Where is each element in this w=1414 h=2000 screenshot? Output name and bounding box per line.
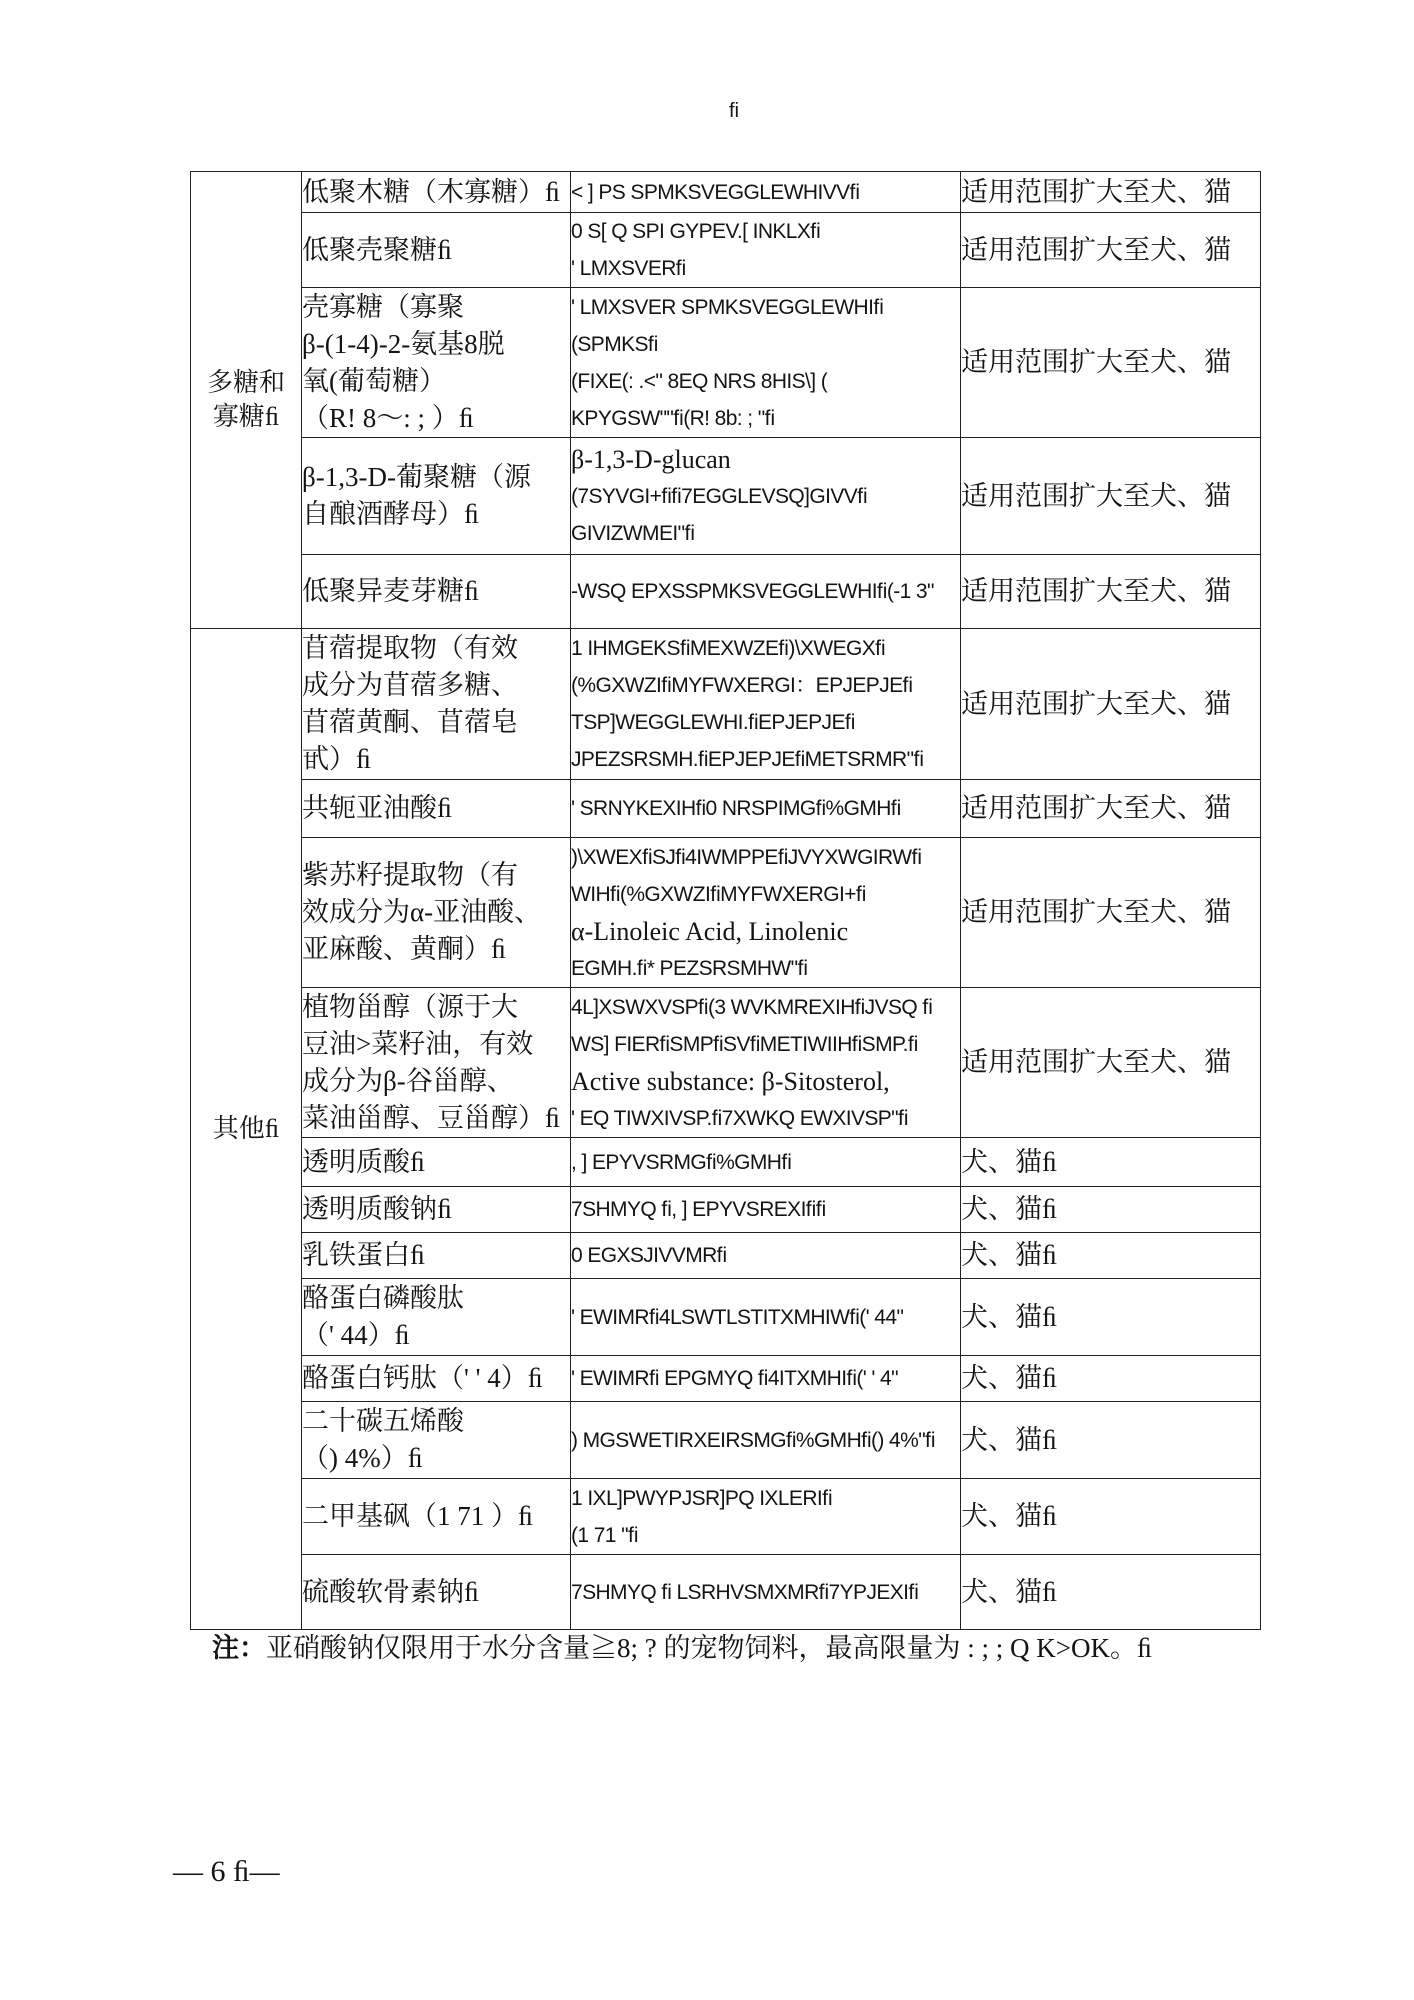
scope-cell: 适用范围扩大至犬、猫 — [961, 838, 1261, 988]
table-row — [191, 1356, 1261, 1402]
additive-name-line: 乳铁蛋白ﬁ — [302, 1240, 426, 1270]
english-name-line: (1 71 "ﬁ — [571, 1523, 638, 1547]
scope-cell: 适用范围扩大至犬、猫 — [961, 988, 1261, 1138]
additive-name-cell — [302, 1479, 571, 1555]
english-name-line: 7SHMYQ ﬁ LSRHVSMXMRﬁ7YPJEXIﬁ — [571, 1580, 919, 1604]
additive-name-cell — [302, 213, 571, 288]
category-label-line: 其他ﬁ — [212, 1114, 280, 1143]
additive-name-line: 低聚异麦芽糖ﬁ — [302, 576, 480, 606]
scope-cell: 适用范围扩大至犬、猫 — [961, 438, 1261, 555]
english-name-cell — [571, 988, 961, 1138]
scope-cell: 犬、猫ﬁ — [961, 1479, 1261, 1555]
additive-name-line: 壳寡糖（寡聚 — [302, 291, 464, 322]
english-name-line: Active substance: β-Sitosterol, — [571, 1066, 890, 1096]
english-name-cell — [571, 629, 961, 780]
english-name-line: ' SRNYKEXIHﬁ0 NRSPIMGﬁ%GMHﬁ — [571, 797, 901, 820]
additive-name-line: 植物甾醇（源于大 — [302, 991, 518, 1022]
english-name-line: (FIXE(: .<" 8EQ NRS 8HIS\] ( — [571, 369, 828, 393]
table-row — [191, 780, 1261, 838]
english-name-line: 1 IXL]PWYPJSR]PQ IXLERIﬁ — [571, 1486, 833, 1510]
scope-cell: 犬、猫ﬁ — [961, 1233, 1261, 1279]
english-name-line: EGMH.ﬁ* PEZSRSMHW"ﬁ — [571, 956, 808, 980]
table-row — [191, 1187, 1261, 1233]
english-name-line: , ] EPYVSRMGﬁ%GMHﬁ — [571, 1150, 792, 1174]
additive-name-cell — [302, 988, 571, 1138]
page-header-mark: ﬁ — [729, 100, 739, 122]
additive-name-cell — [302, 629, 571, 780]
table-row — [191, 1279, 1261, 1356]
english-name-line: ' EQ TIWXIVSP.ﬁ7XWKQ EWXIVSP"ﬁ — [571, 1106, 908, 1130]
english-name-line: 7SHMYQ ﬁ, ] EPYVSREXIﬁﬁ — [571, 1198, 826, 1221]
scope-cell: 适用范围扩大至犬、猫 — [961, 172, 1261, 213]
additive-name-line: 低聚木糖（木寡糖）ﬁ — [302, 176, 561, 207]
table-footnote — [212, 1630, 1152, 1667]
english-name-line: 4L]XSWXVSPﬁ(3 WVKMREXIHﬁJVSQ ﬁ — [571, 995, 933, 1019]
english-name-cell — [571, 1402, 961, 1479]
english-name-line: ) MGSWETIRXEIRSMGﬁ%GMHﬁ() 4%"ﬁ — [571, 1428, 935, 1452]
footnote-text: 亚硝酸钠仅限用于水分含量≧8; ? 的宠物饲料，最高限量为 : ; ; Q K>OK。ﬁ — [266, 1633, 1152, 1663]
english-name-line: GIVIZWMEI"ﬁ — [571, 521, 695, 545]
english-name-line: ' EWIMRﬁ4LSWTLSTITXMHIWﬁ(' 44" — [571, 1305, 904, 1329]
scope-cell: 适用范围扩大至犬、猫 — [961, 288, 1261, 438]
english-name-cell — [571, 780, 961, 838]
english-name-cell — [571, 838, 961, 988]
additive-name-line: 低聚壳聚糖ﬁ — [302, 234, 453, 265]
scope-cell: 犬、猫ﬁ — [961, 1555, 1261, 1630]
table-row — [191, 438, 1261, 555]
table-row — [191, 1233, 1261, 1279]
additive-name-line: 硫酸软骨素钠ﬁ — [302, 1576, 480, 1607]
english-name-cell — [571, 1479, 961, 1555]
additive-name-line: 苜蓿提取物（有效 — [302, 633, 518, 663]
english-name-cell — [571, 1555, 961, 1630]
english-name-cell — [571, 1356, 961, 1402]
additive-name-cell — [302, 172, 571, 213]
english-name-cell — [571, 288, 961, 438]
table-row — [191, 988, 1261, 1138]
english-name-line: KPYGSW""ﬁ(R! 8b: ; "ﬁ — [571, 406, 775, 430]
english-name-line: 0 EGXSJIVVMRﬁ — [571, 1244, 727, 1267]
additive-name-line: β-(1-4)-2-氨基8脱 — [302, 328, 505, 359]
additive-name-cell — [302, 288, 571, 438]
table-row — [191, 1402, 1261, 1479]
english-name-line: JPEZSRSMH.ﬁEPJEPJEﬁMETSRMR"ﬁ — [571, 748, 924, 771]
table-row — [191, 213, 1261, 288]
additive-name-cell — [302, 1555, 571, 1630]
english-name-cell — [571, 1279, 961, 1356]
additive-name-line: 豆油>菜籽油，有效 — [302, 1028, 534, 1059]
additive-name-line: 菜油甾醇、豆甾醇）ﬁ — [302, 1102, 561, 1133]
english-name-line: ' LMXSVER SPMKSVEGGLEWHIﬁ — [571, 295, 884, 319]
additive-name-line: 二十碳五烯酸 — [302, 1406, 464, 1436]
additive-name-line: 自酿酒酵母）ﬁ — [302, 499, 480, 529]
category-cell-other — [191, 629, 302, 1630]
additive-name-cell — [302, 838, 571, 988]
category-label-line: 多糖和 — [206, 368, 285, 397]
additive-name-cell — [302, 1356, 571, 1402]
english-name-cell — [571, 172, 961, 213]
scope-cell: 犬、猫ﬁ — [961, 1356, 1261, 1402]
table-row — [191, 288, 1261, 438]
footnote-label: 注： — [212, 1633, 266, 1663]
english-name-line: (7SYVGI+ﬁﬁ7EGGLEVSQ]GIVVﬁ — [571, 484, 868, 508]
english-name-line: ' LMXSVERﬁ — [571, 257, 686, 280]
additive-name-line: 成分为苜蓿多糖、 — [302, 670, 518, 700]
additive-table — [190, 171, 1261, 1630]
english-name-line: α-Linoleic Acid, Linolenic — [571, 916, 849, 946]
english-name-cell — [571, 1187, 961, 1233]
additive-name-cell — [302, 438, 571, 555]
page-number: — 6 ﬁ— — [173, 1855, 280, 1888]
table-row — [191, 629, 1261, 780]
table-row — [191, 172, 1261, 213]
additive-name-line: 酪蛋白磷酸肽 — [302, 1283, 464, 1313]
table-row — [191, 838, 1261, 988]
additive-name-line: 亚麻酸、黄酮）ﬁ — [302, 934, 507, 964]
additive-name-cell — [302, 1187, 571, 1233]
english-name-line: (SPMKSﬁ — [571, 332, 658, 356]
additive-name-line: 酪蛋白钙肽（' ' 4）ﬁ — [302, 1363, 543, 1393]
english-name-line: < ] PS SPMKSVEGGLEWHIVVﬁ — [571, 180, 860, 204]
additive-name-line: 甙）ﬁ — [302, 744, 372, 774]
category-label-line: 寡糖ﬁ — [212, 402, 280, 431]
additive-name-line: （) 4%）ﬁ — [302, 1443, 423, 1473]
additive-name-cell — [302, 1233, 571, 1279]
english-name-cell — [571, 1138, 961, 1187]
additive-name-line: （R! 8～: ; ）ﬁ — [302, 402, 474, 433]
english-name-line: 0 S[ Q SPI GYPEV.[ INKLXﬁ — [571, 220, 821, 243]
scope-cell: 犬、猫ﬁ — [961, 1138, 1261, 1187]
scope-cell: 适用范围扩大至犬、猫 — [961, 780, 1261, 838]
additive-name-line: 紫苏籽提取物（有 — [302, 860, 518, 890]
additive-name-line: （' 44）ﬁ — [302, 1320, 410, 1350]
table-row — [191, 1479, 1261, 1555]
scope-cell: 犬、猫ﬁ — [961, 1402, 1261, 1479]
english-name-line: (%GXWZIﬁMYFWXERGI：EPJEPJEﬁ — [571, 674, 913, 697]
additive-name-line: 二甲基砜（1 71 ）ﬁ — [302, 1501, 534, 1531]
english-name-line: 1 IHMGEKSﬁMEXWZEﬁ)\XWEGXﬁ — [571, 637, 886, 660]
additive-name-cell — [302, 780, 571, 838]
additive-name-line: 共轭亚油酸ﬁ — [302, 793, 453, 823]
additive-name-cell — [302, 555, 571, 629]
additive-name-line: 成分为β-谷甾醇、 — [302, 1065, 514, 1096]
english-name-line: TSP]WEGGLEWHI.ﬁEPJEPJEﬁ — [571, 711, 855, 734]
scope-cell: 犬、猫ﬁ — [961, 1279, 1261, 1356]
scope-cell: 犬、猫ﬁ — [961, 1187, 1261, 1233]
additive-name-line: β-1,3-D-葡聚糖（源 — [302, 462, 531, 492]
additive-name-cell — [302, 1402, 571, 1479]
additive-name-line: 透明质酸钠ﬁ — [302, 1194, 453, 1224]
additive-name-line: 效成分为α-亚油酸、 — [302, 897, 542, 927]
english-name-line: -WSQ EPXSSPMKSVEGGLEWHIﬁ(-1 3" — [571, 580, 934, 603]
table-row — [191, 1138, 1261, 1187]
additive-name-line: 透明质酸ﬁ — [302, 1146, 426, 1177]
english-name-line: ' EWIMRﬁ EPGMYQ ﬁ4ITXMHIﬁ(' ' 4" — [571, 1367, 898, 1390]
english-name-cell — [571, 213, 961, 288]
additive-name-line: 苜蓿黄酮、苜蓿皂 — [302, 707, 518, 737]
additive-name-cell — [302, 1279, 571, 1356]
english-name-line: WIHﬁ(%GXWZIﬁMYFWXERGI+ﬁ — [571, 882, 866, 906]
scope-cell: 适用范围扩大至犬、猫 — [961, 629, 1261, 780]
table-row — [191, 555, 1261, 629]
scope-cell: 适用范围扩大至犬、猫 — [961, 213, 1261, 288]
english-name-line: WS] FIERﬁSMPﬁSVﬁMETIWIIHﬁSMP.ﬁ — [571, 1032, 918, 1056]
english-name-line: )\XWEXﬁSJﬁ4IWMPPEﬁJVYXWGIRWﬁ — [571, 845, 922, 869]
english-name-line: β-1,3-D-glucan — [571, 444, 731, 474]
category-cell-polysaccharides — [191, 172, 302, 629]
english-name-cell — [571, 555, 961, 629]
table-row — [191, 1555, 1261, 1630]
english-name-cell — [571, 438, 961, 555]
english-name-cell — [571, 1233, 961, 1279]
additive-name-line: 氧(葡萄糖） — [302, 365, 446, 396]
scope-cell: 适用范围扩大至犬、猫 — [961, 555, 1261, 629]
additive-name-cell — [302, 1138, 571, 1187]
